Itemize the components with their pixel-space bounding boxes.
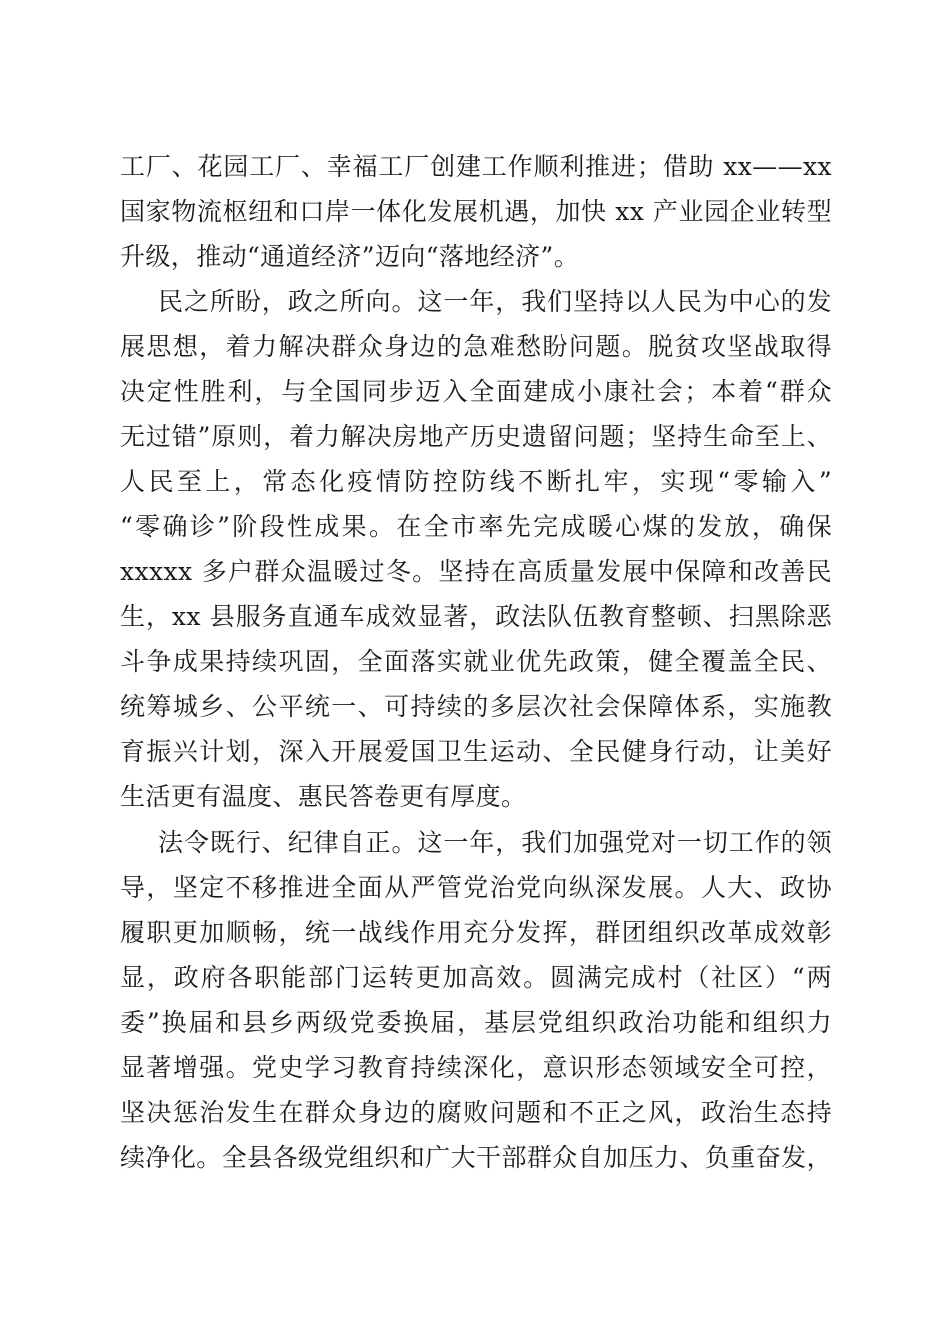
text-line: 导，坚定不移推进全面从严管党治党向纵深发展。人大、政协 [120, 873, 832, 902]
text-line: 工厂、花园工厂、幸福工厂创建工作顺利推进；借助 xx——xx [120, 152, 832, 181]
text-line: 无过错”原则，着力解决房地产历史遗留问题；坚持生命至上、 [120, 422, 832, 451]
text-line: 人民至上，常态化疫情防控防线不断扎牢，实现“零输入” [120, 467, 832, 496]
text-line: 决定性胜利，与全国同步迈入全面建成小康社会；本着“群众 [120, 377, 832, 406]
text-line: 显，政府各职能部门运转更加高效。圆满完成村（社区）“两 [120, 963, 832, 992]
paragraph-first-line: 法令既行、纪律自正。这一年，我们加强党对一切工作的领 [158, 828, 832, 857]
text-line: 生，xx 县服务直通车成效显著，政法队伍教育整顿、扫黑除恶 [120, 602, 832, 631]
text-line: 斗争成果持续巩固，全面落实就业优先政策，健全覆盖全民、 [120, 647, 832, 676]
text-line: xxxxx 多户群众温暖过冬。坚持在高质量发展中保障和改善民 [120, 557, 832, 586]
text-line: 生活更有温度、惠民答卷更有厚度。 [120, 782, 527, 811]
text-line: 国家物流枢纽和口岸一体化发展机遇，加快 xx 产业园企业转型 [120, 197, 832, 226]
text-line: 坚决惩治发生在群众身边的腐败问题和不正之风，政治生态持 [120, 1098, 832, 1127]
paragraph-first-line: 民之所盼，政之所向。这一年，我们坚持以人民为中心的发 [158, 287, 832, 316]
text-line: 履职更加顺畅，统一战线作用充分发挥，群团组织改革成效彰 [120, 918, 832, 947]
text-line: 育振兴计划，深入开展爱国卫生运动、全民健身行动，让美好 [120, 737, 832, 766]
text-line: 续净化。全县各级党组织和广大干部群众自加压力、负重奋发， [120, 1143, 832, 1172]
text-line: 委”换届和县乡两级党委换届，基层党组织政治功能和组织力 [120, 1008, 832, 1037]
text-line: 统筹城乡、公平统一、可持续的多层次社会保障体系，实施教 [120, 692, 832, 721]
text-line: “零确诊”阶段性成果。在全市率先完成暖心煤的发放，确保 [120, 512, 832, 541]
text-line: 展思想，着力解决群众身边的急难愁盼问题。脱贫攻坚战取得 [120, 332, 832, 361]
text-line: 升级，推动“通道经济”迈向“落地经济”。 [120, 242, 580, 271]
text-line: 显著增强。党史学习教育持续深化，意识形态领域安全可控， [120, 1053, 832, 1082]
